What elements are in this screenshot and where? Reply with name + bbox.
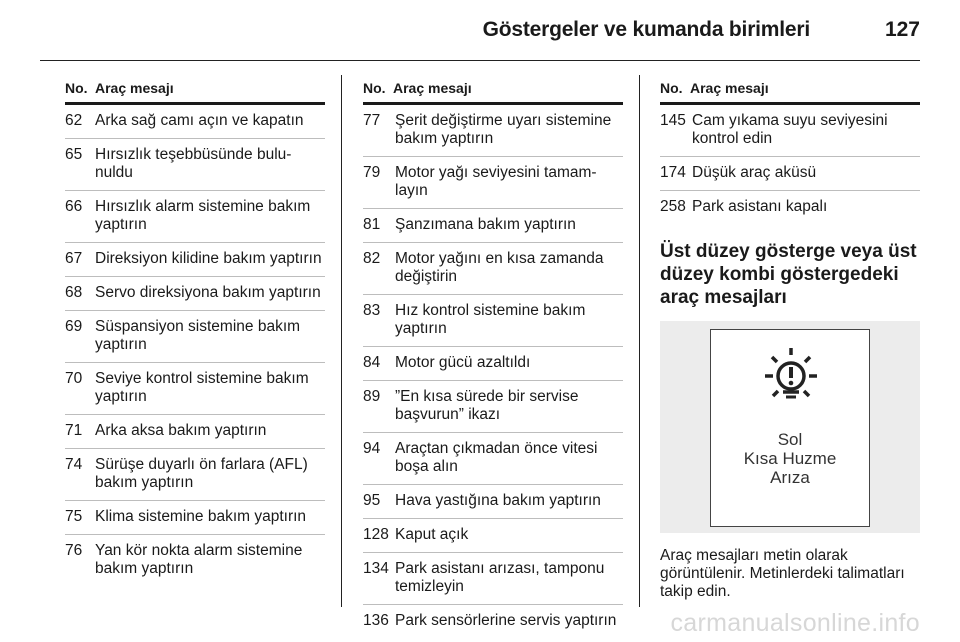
message-text: Sürüşe duyarlı ön farlara (AFL) bakım yaptırın xyxy=(95,456,308,491)
table-header xyxy=(363,80,623,105)
message-text: Park asistanı arızası, tamponu temizleyin xyxy=(395,560,605,595)
message-number: 136 xyxy=(363,612,389,629)
message-number: 95 xyxy=(363,492,381,509)
header-no: No. xyxy=(363,80,386,96)
message-number: 66 xyxy=(65,198,83,215)
message-text: Motor yağını en kısa zamanda değiştirin xyxy=(395,250,604,285)
message-text: Direksiyon kilidine bakım yaptırın xyxy=(95,250,322,267)
table-row xyxy=(660,191,920,224)
watermark: carmanualsonline.info xyxy=(670,609,920,637)
message-number: 75 xyxy=(65,508,83,525)
message-number: 258 xyxy=(660,198,686,215)
table-row xyxy=(660,105,920,157)
table-row xyxy=(65,105,325,139)
table-row xyxy=(363,243,623,295)
table-row xyxy=(65,191,325,243)
table-row xyxy=(65,243,325,277)
message-number: 89 xyxy=(363,388,381,405)
message-number: 71 xyxy=(65,422,83,439)
message-text: Arka aksa bakım yaptırın xyxy=(95,422,267,439)
table-row xyxy=(363,381,623,433)
table-row xyxy=(65,311,325,363)
section-heading: Üst düzey gösterge veya üst düzey kombi göstergedeki araç mesajları xyxy=(660,241,917,308)
warning-display-illustration xyxy=(660,321,920,533)
message-text: Motor yağı seviyesini tamam-layın xyxy=(395,164,597,199)
table-row xyxy=(363,433,623,485)
table-row xyxy=(363,485,623,519)
table-row xyxy=(65,449,325,501)
table-row xyxy=(363,105,623,157)
message-number: 145 xyxy=(660,112,686,129)
message-number: 134 xyxy=(363,560,389,577)
message-number: 174 xyxy=(660,164,686,181)
table-row xyxy=(363,347,623,381)
message-number: 65 xyxy=(65,146,83,163)
header-message: Araç mesajı xyxy=(690,80,769,96)
message-number: 79 xyxy=(363,164,381,181)
table-row xyxy=(363,605,623,638)
message-number: 62 xyxy=(65,112,83,129)
message-number: 84 xyxy=(363,354,381,371)
message-text: ”En kısa sürede bir servise başvurun” ikazı xyxy=(395,388,579,423)
message-number: 77 xyxy=(363,112,381,129)
message-text: Park sensörlerine servis yaptırın xyxy=(395,612,617,629)
message-number: 67 xyxy=(65,250,83,267)
message-number: 69 xyxy=(65,318,83,335)
message-number: 94 xyxy=(363,440,381,457)
header-message: Araç mesajı xyxy=(393,80,472,96)
message-number: 70 xyxy=(65,370,83,387)
table-row xyxy=(65,535,325,586)
table-row xyxy=(65,415,325,449)
message-text: Hava yastığına bakım yaptırın xyxy=(395,492,601,509)
table-header xyxy=(660,80,920,105)
message-text: Klima sistemine bakım yaptırın xyxy=(95,508,307,525)
table-row xyxy=(363,553,623,605)
message-text: Düşük araç aküsü xyxy=(692,164,817,181)
header-no: No. xyxy=(660,80,683,96)
header-rule xyxy=(40,60,920,61)
message-table-column-1 xyxy=(65,80,325,586)
table-row xyxy=(65,363,325,415)
header-no: No. xyxy=(65,80,88,96)
table-row xyxy=(65,277,325,311)
message-text: Hırsızlık alarm sistemine bakım yaptırın xyxy=(95,198,311,233)
message-number: 81 xyxy=(363,216,381,233)
message-text: Yan kör nokta alarm sistemine bakım yaptırın xyxy=(95,542,303,577)
page-number: 127 xyxy=(884,18,920,41)
message-number: 68 xyxy=(65,284,83,301)
table-row xyxy=(363,157,623,209)
message-number: 74 xyxy=(65,456,83,473)
message-text: Arka sağ camı açın ve kapatın xyxy=(95,112,304,129)
table-row xyxy=(363,295,623,347)
table-row xyxy=(65,501,325,535)
message-text: Seviye kontrol sistemine bakım yaptırın xyxy=(95,370,309,405)
message-text: Kaput açık xyxy=(395,526,469,543)
warning-line-2: Kısa Huzme xyxy=(743,449,837,468)
table-row xyxy=(363,209,623,243)
warning-line-1: Sol xyxy=(777,430,803,449)
message-text: Süspansiyon sistemine bakım yaptırın xyxy=(95,318,301,353)
message-text: Hırsızlık teşebbüsünde bulu-nuldu xyxy=(95,146,292,181)
message-number: 76 xyxy=(65,542,83,559)
message-number: 82 xyxy=(363,250,381,267)
message-text: Hız kontrol sistemine bakım yaptırın xyxy=(395,302,586,337)
message-table-column-3 xyxy=(660,80,920,601)
message-text: Şanzımana bakım yaptırın xyxy=(395,216,576,233)
table-row xyxy=(65,139,325,191)
message-table-column-2 xyxy=(363,80,623,638)
warning-message-text xyxy=(711,430,869,487)
column-separator xyxy=(639,75,640,607)
table-row xyxy=(660,157,920,191)
message-number: 128 xyxy=(363,526,389,543)
display-panel xyxy=(710,329,870,527)
table-header xyxy=(65,80,325,105)
table-row xyxy=(363,519,623,553)
body-paragraph: Araç mesajları metin olarak görüntülenir. Metinlerdeki talimatları takip edin. xyxy=(660,547,905,600)
message-text: Motor gücü azaltıldı xyxy=(395,354,531,371)
message-text: Servo direksiyona bakım yaptırın xyxy=(95,284,321,301)
message-number: 83 xyxy=(363,302,381,319)
page-header-title: Göstergeler ve kumanda birimleri xyxy=(482,18,810,41)
warning-line-3: Arıza xyxy=(770,468,810,487)
message-text: Araçtan çıkmadan önce vitesi boşa alın xyxy=(395,440,598,475)
column-separator xyxy=(341,75,342,607)
message-text: Şerit değiştirme uyarı sistemine bakım yaptırın xyxy=(395,112,612,147)
header-message: Araç mesajı xyxy=(95,80,174,96)
lamp-fault-icon xyxy=(761,344,821,420)
message-text: Park asistanı kapalı xyxy=(692,198,828,215)
message-text: Cam yıkama suyu seviyesini kontrol edin xyxy=(692,112,888,147)
